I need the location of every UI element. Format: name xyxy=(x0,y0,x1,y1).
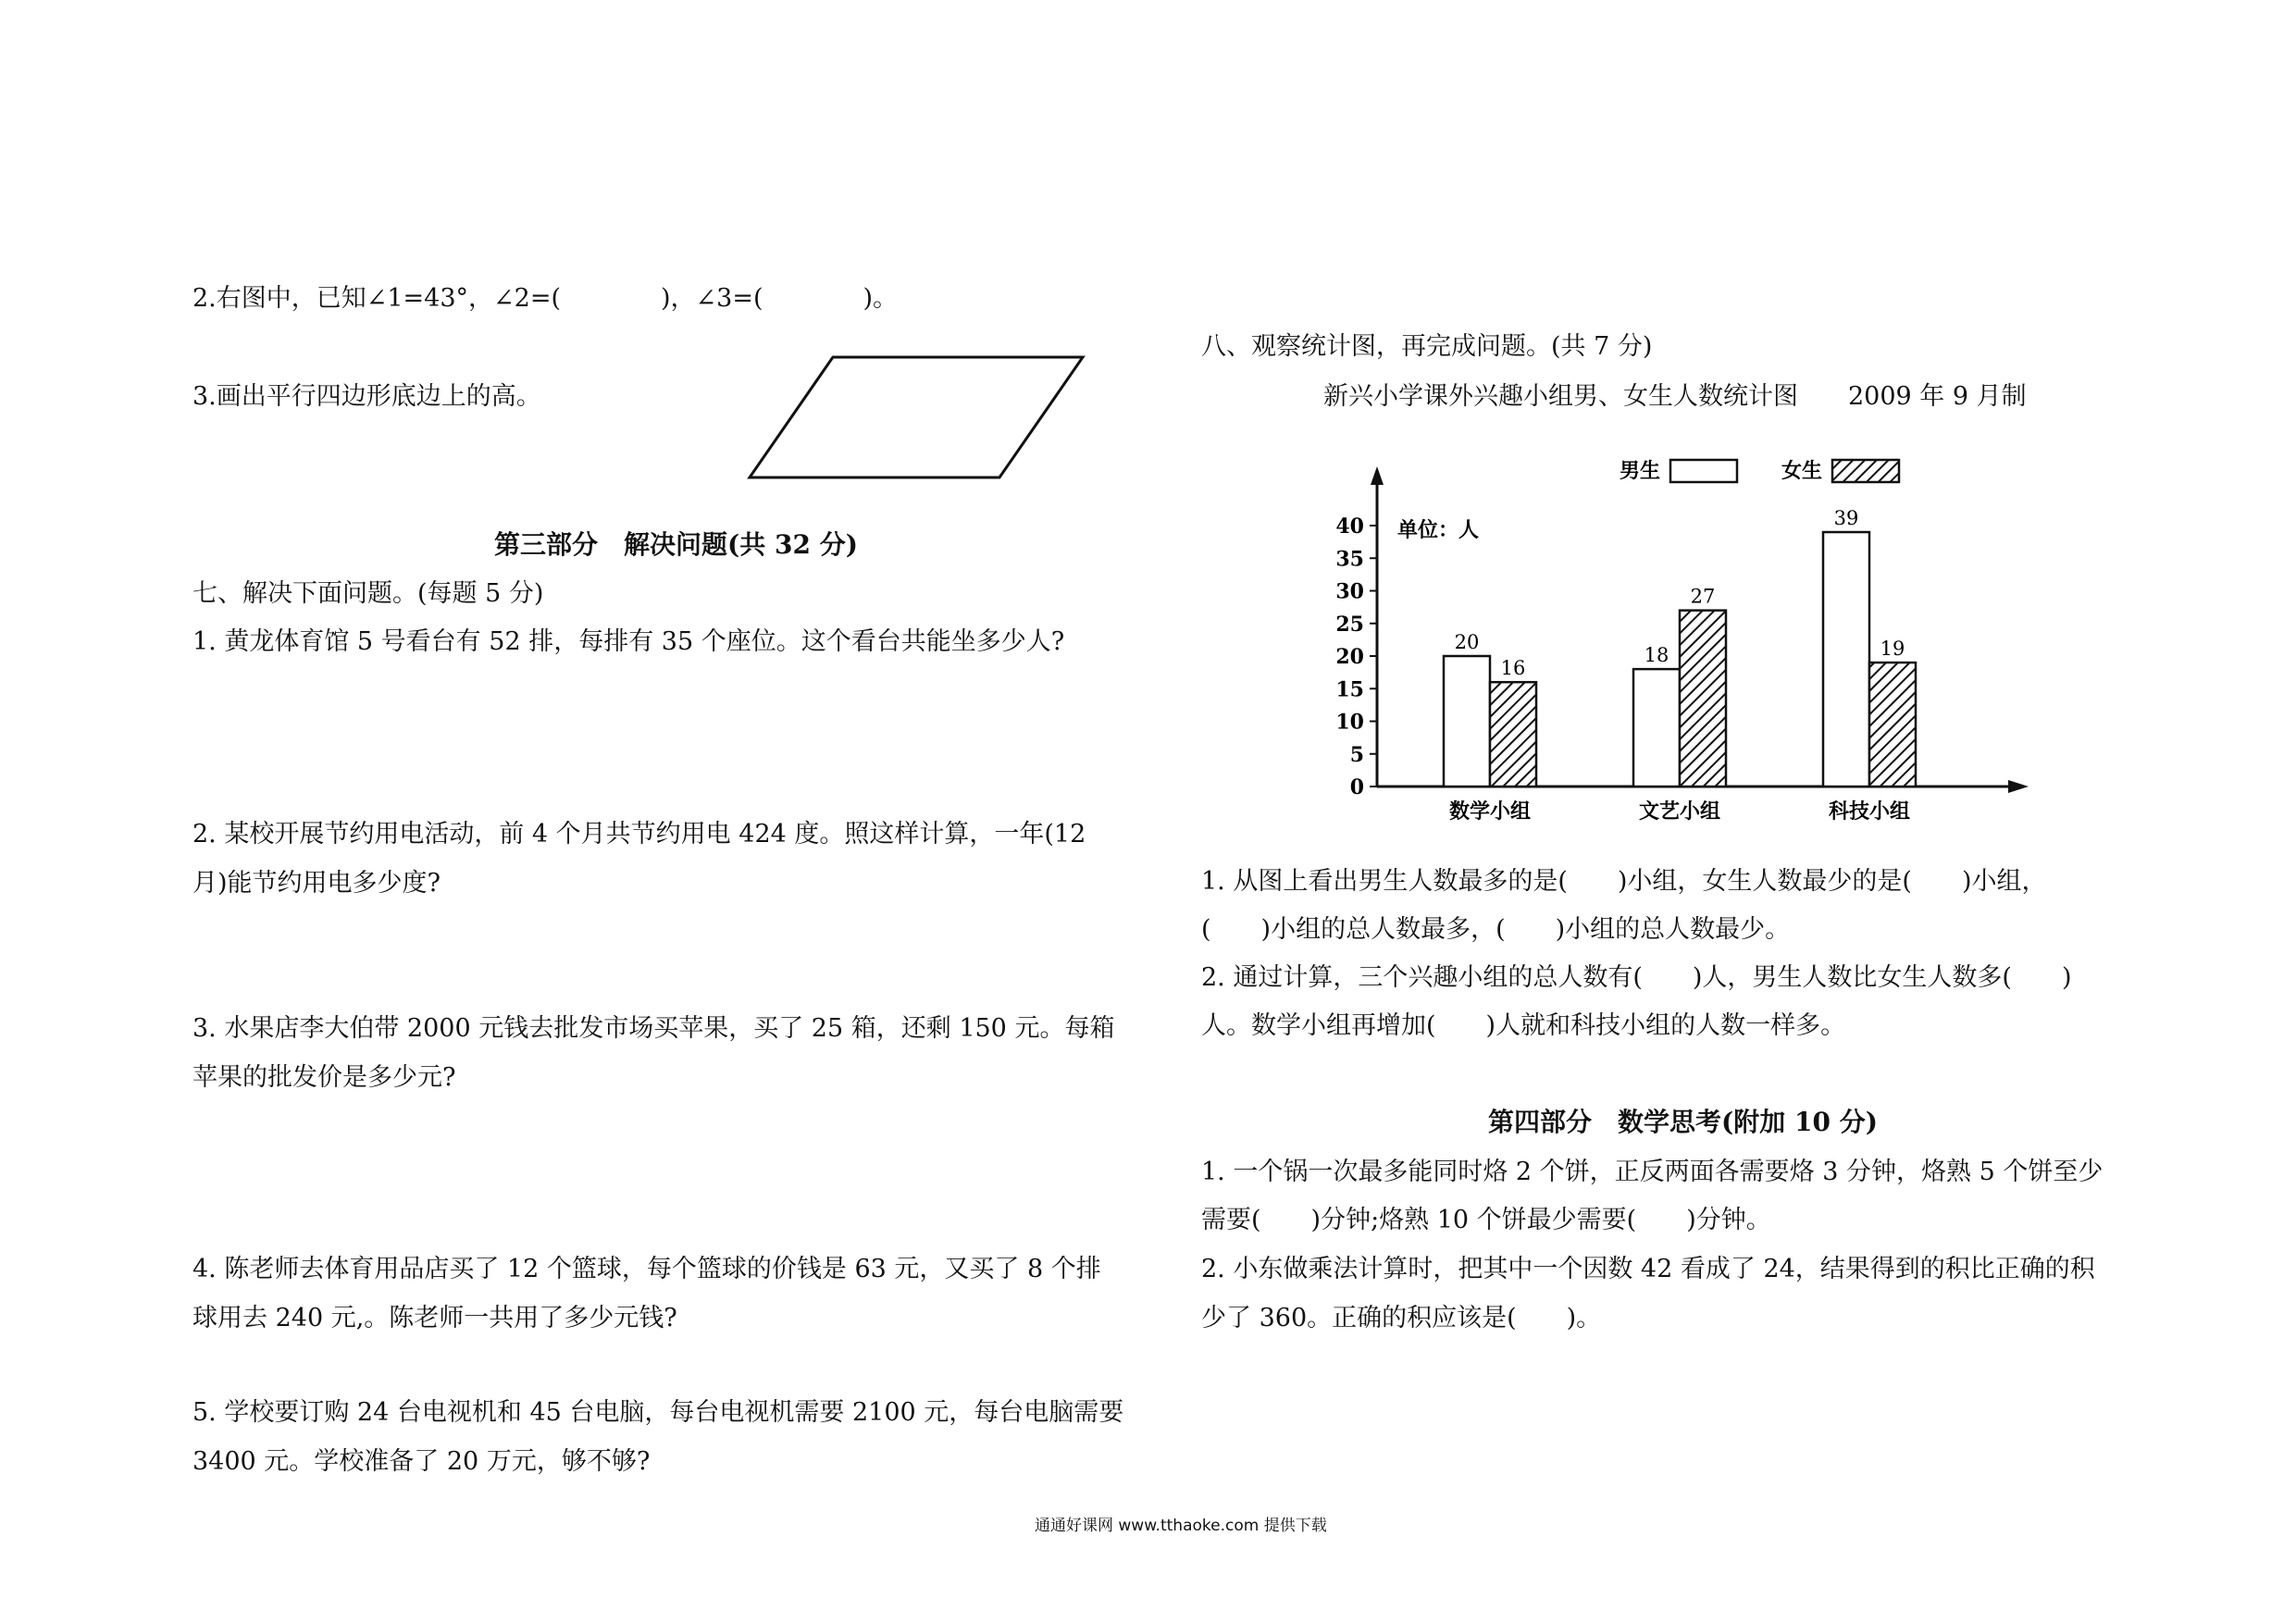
bar-boys xyxy=(1823,532,1869,787)
footer-credit: 通通好课网 www.tthaoke.com 提供下载 xyxy=(1035,1517,1327,1535)
data-label-girls: 16 xyxy=(1500,657,1526,680)
bar-girls xyxy=(1490,682,1536,787)
category-label: 科技小组 xyxy=(1828,799,1911,824)
problem-4-line2: 球用去 240 元,。陈老师一共用了多少元钱? xyxy=(192,1304,677,1332)
data-label-boys: 39 xyxy=(1833,507,1859,530)
legend-label-boys: 男生 xyxy=(1620,459,1661,483)
y-tick-label: 0 xyxy=(1349,775,1364,799)
chart-caption: 新兴小学课外兴趣小组男、女生人数统计图 2009 年 9 月制 xyxy=(1323,382,2027,411)
question-angle: 2.右图中，已知∠1=43°，∠2=( )，∠3=( )。 xyxy=(192,284,899,313)
problem-1: 1. 黄龙体育馆 5 号看台有 52 排，每排有 35 个座位。这个看台共能坐多少人? xyxy=(192,627,1065,656)
data-label-girls: 27 xyxy=(1690,585,1716,608)
chart-question-2-line2: 人。数学小组再增加( )人就和科技小组的人数一样多。 xyxy=(1201,1011,1846,1040)
problem-5-line1: 5. 学校要订购 24 台电视机和 45 台电脑，每台电视机需要 2100 元，每台电脑需要 xyxy=(192,1398,1124,1427)
y-tick-label: 35 xyxy=(1335,547,1364,572)
y-axis-arrow xyxy=(1371,466,1384,485)
unit-label: 单位：人 xyxy=(1397,518,1480,542)
section7-title: 七、解决下面问题。(每题 5 分) xyxy=(192,579,544,608)
category-label: 数学小组 xyxy=(1448,799,1532,824)
part3-title: 第三部分 解决问题(共 32 分) xyxy=(494,529,858,560)
data-label-girls: 19 xyxy=(1880,638,1905,661)
x-axis-arrow xyxy=(2008,780,2029,793)
data-label-boys: 18 xyxy=(1644,644,1669,667)
problem-3-line2: 苹果的批发价是多少元? xyxy=(192,1063,456,1092)
thinking-1-line1: 1. 一个锅一次最多能同时烙 2 个饼，正反两面各需要烙 3 分钟，烙熟 5 个饼至少 xyxy=(1201,1158,2104,1186)
chart-question-2-line1: 2. 通过计算，三个兴趣小组的总人数有( )人，男生人数比女生人数多( ) xyxy=(1201,963,2072,992)
problem-2-line2: 月)能节约用电多少度? xyxy=(192,869,441,898)
problem-3-line1: 3. 水果店李大伯带 2000 元钱去批发市场买苹果，买了 25 箱，还剩 150 元。每箱 xyxy=(192,1014,1115,1043)
y-tick-label: 10 xyxy=(1335,710,1364,735)
problem-2-line1: 2. 某校开展节约用电活动，前 4 个月共节约用电 424 度。照这样计算，一年(12 xyxy=(192,820,1086,849)
y-tick-label: 25 xyxy=(1335,612,1364,637)
chart-question-1-line2: ( )小组的总人数最多，( )小组的总人数最少。 xyxy=(1201,915,1791,944)
y-tick-label: 40 xyxy=(1335,514,1364,539)
legend-swatch-boys xyxy=(1670,460,1737,482)
y-tick-label: 5 xyxy=(1349,742,1364,767)
y-tick-label: 30 xyxy=(1335,579,1364,604)
bar-girls xyxy=(1869,663,1916,787)
chart-question-1-line1: 1. 从图上看出男生人数最多的是( )小组，女生人数最少的是( )小组， xyxy=(1201,867,2047,896)
thinking-1-line2: 需要( )分钟;烙熟 10 个饼最少需要( )分钟。 xyxy=(1201,1206,1771,1234)
data-label-boys: 20 xyxy=(1454,631,1480,653)
section8-title: 八、观察统计图，再完成问题。(共 7 分) xyxy=(1201,332,1653,361)
parallelogram-figure xyxy=(740,352,1092,486)
y-tick-label: 20 xyxy=(1335,645,1364,669)
thinking-2-line2: 少了 360。正确的积应该是( )。 xyxy=(1201,1304,1602,1332)
bar-chart xyxy=(1314,444,2036,833)
y-tick-label: 15 xyxy=(1335,677,1364,702)
question-parallelogram-height: 3.画出平行四边形底边上的高。 xyxy=(192,382,541,411)
bar-girls xyxy=(1680,611,1726,787)
problem-4-line1: 4. 陈老师去体育用品店买了 12 个篮球，每个篮球的价钱是 63 元，又买了 8 个排 xyxy=(192,1255,1101,1283)
legend-swatch-girls xyxy=(1832,460,1899,482)
category-label: 文艺小组 xyxy=(1638,799,1721,824)
bar-boys xyxy=(1633,669,1680,787)
bar-boys xyxy=(1444,656,1490,787)
legend-label-girls: 女生 xyxy=(1781,459,1823,483)
problem-5-line2: 3400 元。学校准备了 20 万元，够不够? xyxy=(192,1447,651,1476)
part4-title: 第四部分 数学思考(附加 10 分) xyxy=(1488,1107,1878,1137)
thinking-2-line1: 2. 小东做乘法计算时，把其中一个因数 42 看成了 24，结果得到的积比正确的积 xyxy=(1201,1255,2095,1283)
